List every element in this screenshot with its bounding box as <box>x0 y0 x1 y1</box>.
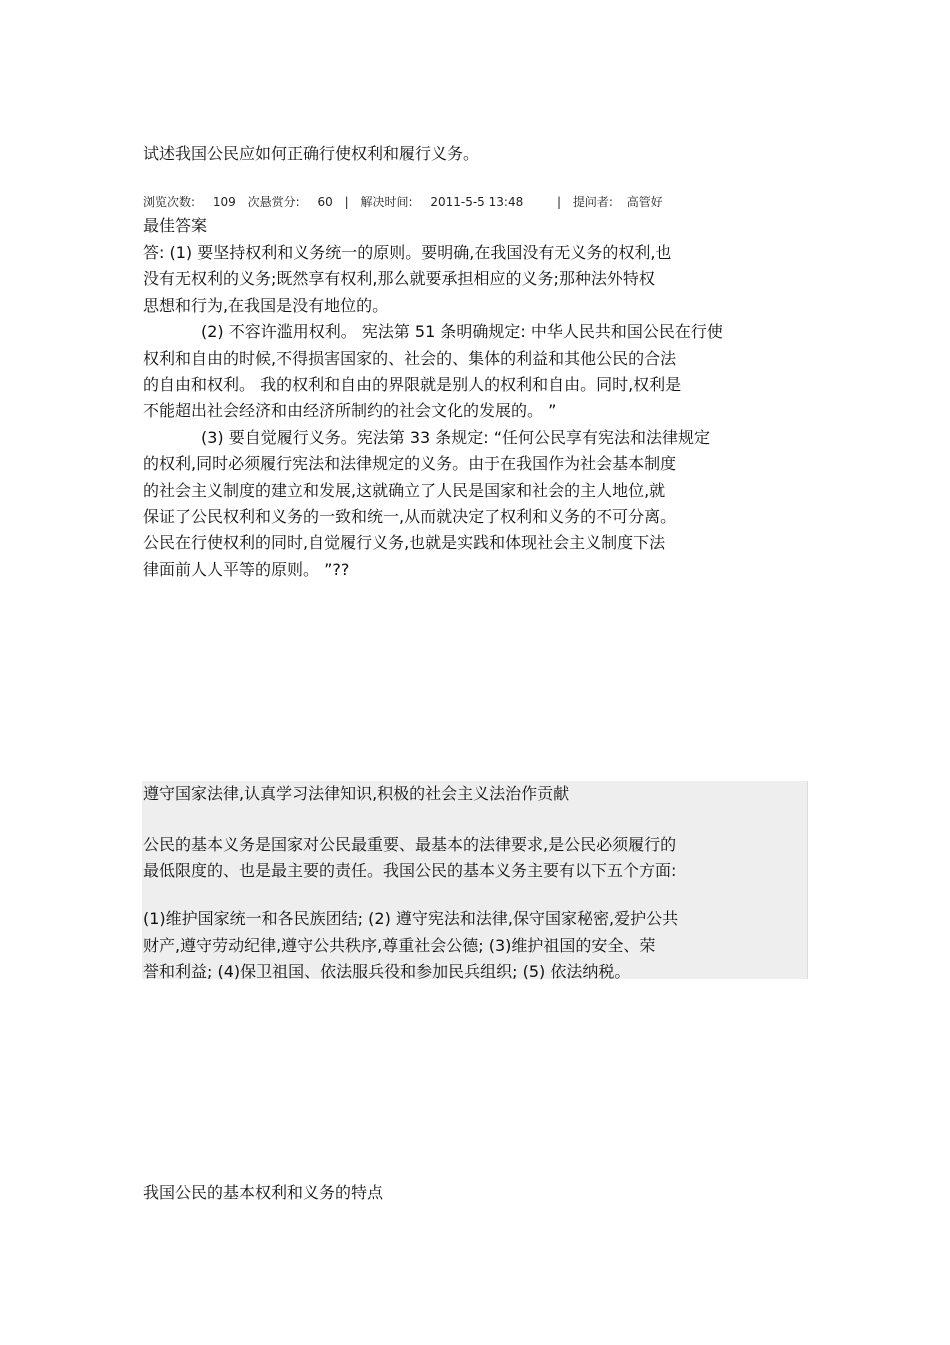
answer-body <box>143 240 803 583</box>
answer-line: 的社会主义制度的建立和发展,这就确立了人民是国家和社会的主人地位,就 <box>143 480 666 500</box>
asker-value: 高管好 <box>626 195 663 209</box>
best-answer-label: 最佳答案 <box>143 216 208 235</box>
question-meta <box>143 195 663 209</box>
duties-list-paragraph <box>143 906 678 986</box>
views-value: 109 <box>212 195 236 209</box>
answer-line: 答: (1) 要坚持权利和义务统一的原则。要明确,在我国没有无义务的权利,也 <box>143 243 672 262</box>
paragraph-line: 公民的基本义务是国家对公民最重要、最基本的法律要求,是公民必须履行的 <box>143 835 677 854</box>
answer-line: 律面前人人平等的原则。 ”?? <box>143 559 350 579</box>
answer-line: 不能超出社会经济和由经济所制约的社会文化的发展的。 ” <box>143 401 557 421</box>
resolved-label: 解决时间: <box>360 195 413 209</box>
answer-line: 公民在行使权利的同时,自觉履行义务,也就是实践和体现社会主义制度下法 <box>143 533 666 553</box>
bounty-value: 60 <box>317 195 333 209</box>
paragraph-line: 誉和利益; (4)保卫祖国、依法服兵役和参加民兵组织; (5) 依法纳税。 <box>143 962 631 981</box>
answer-line: 保证了公民权利和义务的一致和统一,从而就决定了权利和义务的不可分离。 <box>143 506 677 526</box>
answer-line: 思想和行为,在我国是没有地位的。 <box>143 295 389 315</box>
answer-line: 权利和自由的时候,不得损害国家的、社会的、集体的利益和其他公民的合法 <box>143 348 677 368</box>
resolved-value: 2011-5-5 13:48 <box>430 195 524 209</box>
rights-features-heading: 我国公民的基本权利和义务的特点 <box>143 1183 384 1202</box>
paragraph-line: 财产,遵守劳动纪律,遵守公共秩序,尊重社会公德; (3)维护祖国的安全、荣 <box>143 935 656 955</box>
asker-label: 提问者: <box>572 195 613 209</box>
duties-intro-paragraph <box>143 832 676 884</box>
bounty-label: 次悬赏分: <box>247 195 300 209</box>
meta-separator: | <box>344 195 349 209</box>
views-label: 浏览次数: <box>143 195 196 209</box>
answer-line: 的权利,同时必须履行宪法和法律规定的义务。由于在我国作为社会基本制度 <box>143 454 677 474</box>
answer-line: (3) 要自觉履行义务。宪法第 33 条规定: “任何公民享有宪法和法律规定 <box>201 427 711 447</box>
duties-section-title: 遵守国家法律,认真学习法律知识,积极的社会主义法治作贡献 <box>143 784 570 803</box>
paragraph-line: (1)维护国家统一和各民族团结; (2) 遵守宪法和法律,保守国家秘密,爱护公共 <box>143 909 679 928</box>
question-title: 试述我国公民应如何正确行使权利和履行义务。 <box>143 144 480 163</box>
meta-separator: | <box>557 195 562 209</box>
answer-line: 的自由和权利。 我的权利和自由的界限就是别人的权利和自由。同时,权利是 <box>143 374 682 394</box>
answer-line: 没有无权利的义务;既然享有权利,那么就要承担相应的义务;那种法外特权 <box>143 269 655 289</box>
answer-line: (2) 不容许滥用权利。 宪法第 51 条明确规定: 中华人民共和国公民在行使 <box>201 322 723 342</box>
paragraph-line: 最低限度的、也是最主要的责任。我国公民的基本义务主要有以下五个方面: <box>143 861 677 880</box>
